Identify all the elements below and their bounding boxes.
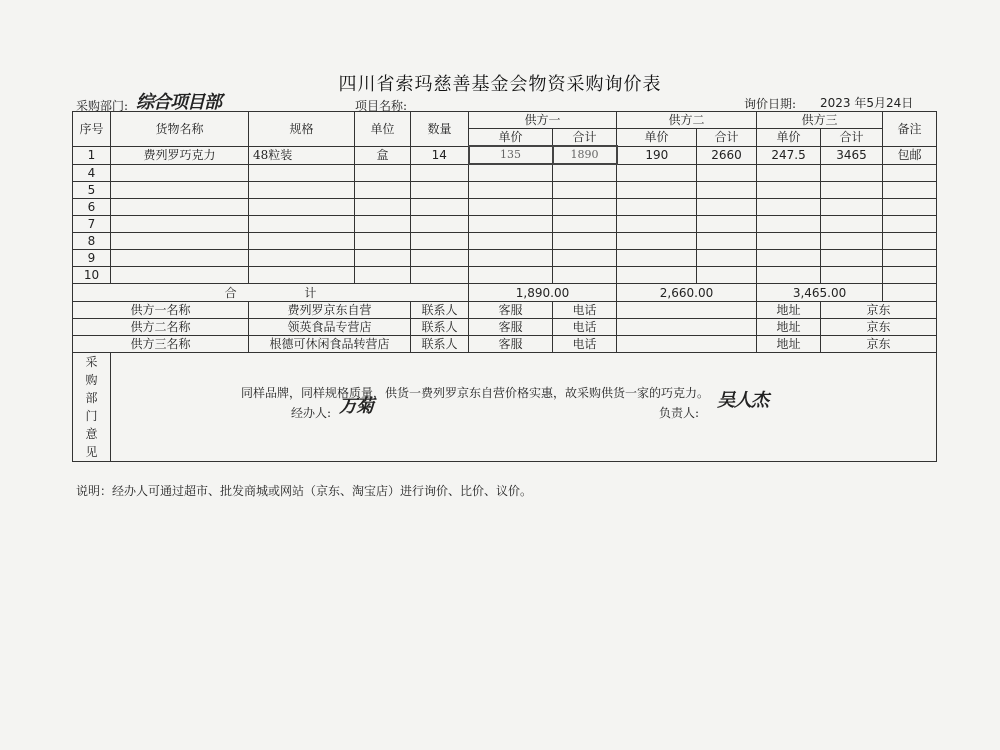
address-value: 京东 bbox=[821, 319, 937, 336]
item-qty: 14 bbox=[411, 146, 469, 164]
header-row-1 bbox=[73, 112, 937, 129]
row-seq: 4 bbox=[73, 164, 111, 182]
item-name: 费列罗巧克力 bbox=[111, 146, 249, 164]
item-row bbox=[73, 146, 937, 164]
supplier-label: 供方二名称 bbox=[73, 319, 249, 336]
contact-label: 联系人 bbox=[411, 302, 469, 319]
opinion-text: 同样品牌，同样规格质量，供货一费列罗京东自营价格实惠，故采购供货一家的巧克力。 bbox=[241, 386, 710, 400]
item-s2-total: 2660 bbox=[697, 146, 757, 164]
date-value: 2023 年5月24日 bbox=[820, 96, 914, 110]
supplier-label: 供方三名称 bbox=[73, 336, 249, 353]
item-seq: 1 bbox=[73, 146, 111, 164]
total-label-b: 计 bbox=[304, 285, 317, 300]
dept-signature: 综合项目部 bbox=[136, 92, 221, 113]
contact-label: 联系人 bbox=[411, 319, 469, 336]
header-unit: 单位 bbox=[355, 112, 411, 147]
contact-value: 客服 bbox=[469, 319, 553, 336]
header-spec: 规格 bbox=[249, 112, 355, 147]
empty-row bbox=[73, 250, 937, 267]
header-supplier1: 供方一 bbox=[469, 112, 617, 129]
address-label: 地址 bbox=[757, 319, 821, 336]
project-label: 项目名称: bbox=[355, 99, 408, 113]
row-seq: 5 bbox=[73, 182, 111, 199]
empty-row bbox=[73, 182, 937, 199]
row-seq: 7 bbox=[73, 216, 111, 233]
opinion-label: 采购部门意见 bbox=[73, 353, 111, 462]
form-title: 四川省索玛慈善基金会物资采购询价表 bbox=[338, 74, 662, 95]
total-s1: 1,890.00 bbox=[469, 284, 617, 302]
total-s2: 2,660.00 bbox=[617, 284, 757, 302]
phone-label: 电话 bbox=[553, 336, 617, 353]
opinion-cell bbox=[111, 353, 937, 462]
manager-signature: 吴人杰 bbox=[717, 390, 768, 411]
header-supplier3: 供方三 bbox=[757, 112, 883, 129]
row-seq: 6 bbox=[73, 199, 111, 216]
phone-label: 电话 bbox=[553, 302, 617, 319]
item-s2-price: 190 bbox=[617, 146, 697, 164]
supplier-name: 费列罗京东自营 bbox=[249, 302, 411, 319]
header-qty: 数量 bbox=[411, 112, 469, 147]
total-s3: 3,465.00 bbox=[757, 284, 883, 302]
address-label: 地址 bbox=[757, 302, 821, 319]
row-seq: 9 bbox=[73, 250, 111, 267]
total-row bbox=[73, 284, 937, 302]
handler-label: 经办人: bbox=[291, 406, 332, 420]
supplier-name: 领英食品专营店 bbox=[249, 319, 411, 336]
header-remark: 备注 bbox=[883, 112, 937, 147]
header-s2-total: 合计 bbox=[697, 129, 757, 147]
header-s3-price: 单价 bbox=[757, 129, 821, 147]
manager-label: 负责人: bbox=[659, 406, 700, 420]
address-label: 地址 bbox=[757, 336, 821, 353]
opinion-row bbox=[73, 353, 937, 462]
header-s1-total: 合计 bbox=[553, 129, 617, 147]
empty-row bbox=[73, 164, 937, 182]
header-supplier2: 供方二 bbox=[617, 112, 757, 129]
header-name: 货物名称 bbox=[111, 112, 249, 147]
header-seq: 序号 bbox=[73, 112, 111, 147]
empty-row bbox=[73, 216, 937, 233]
phone-label: 电话 bbox=[553, 319, 617, 336]
contact-value: 客服 bbox=[469, 302, 553, 319]
header-s2-price: 单价 bbox=[617, 129, 697, 147]
date-label: 询价日期: bbox=[744, 97, 797, 111]
footnote: 说明：经办人可通过超市、批发商城或网站（京东、淘宝店）进行询价、比价、议价。 bbox=[76, 484, 533, 498]
item-s3-total: 3465 bbox=[821, 146, 883, 164]
item-unit: 盒 bbox=[355, 146, 411, 164]
item-s1-total: 1890 bbox=[553, 146, 617, 164]
supplier-row-1 bbox=[73, 302, 937, 319]
total-label bbox=[73, 284, 469, 302]
item-remark: 包邮 bbox=[883, 146, 937, 164]
row-seq: 10 bbox=[73, 267, 111, 284]
item-s1-price: 135 bbox=[469, 146, 553, 164]
total-label-a: 合 bbox=[224, 285, 237, 300]
empty-row bbox=[73, 199, 937, 216]
address-value: 京东 bbox=[821, 336, 937, 353]
supplier-name: 根德可休闲食品转营店 bbox=[249, 336, 411, 353]
item-s3-price: 247.5 bbox=[757, 146, 821, 164]
supplier-label: 供方一名称 bbox=[73, 302, 249, 319]
contact-value: 客服 bbox=[469, 336, 553, 353]
inquiry-table bbox=[72, 111, 937, 462]
empty-row bbox=[73, 267, 937, 284]
supplier-row-2 bbox=[73, 319, 937, 336]
contact-label: 联系人 bbox=[411, 336, 469, 353]
empty-row bbox=[73, 233, 937, 250]
item-spec: 48粒装 bbox=[249, 146, 355, 164]
header-s1-price: 单价 bbox=[469, 129, 553, 147]
supplier-row-3 bbox=[73, 336, 937, 353]
dept-label: 采购部门: bbox=[76, 99, 129, 113]
handler-signature: 万菊 bbox=[339, 396, 373, 417]
header-s3-total: 合计 bbox=[821, 129, 883, 147]
address-value: 京东 bbox=[821, 302, 937, 319]
row-seq: 8 bbox=[73, 233, 111, 250]
